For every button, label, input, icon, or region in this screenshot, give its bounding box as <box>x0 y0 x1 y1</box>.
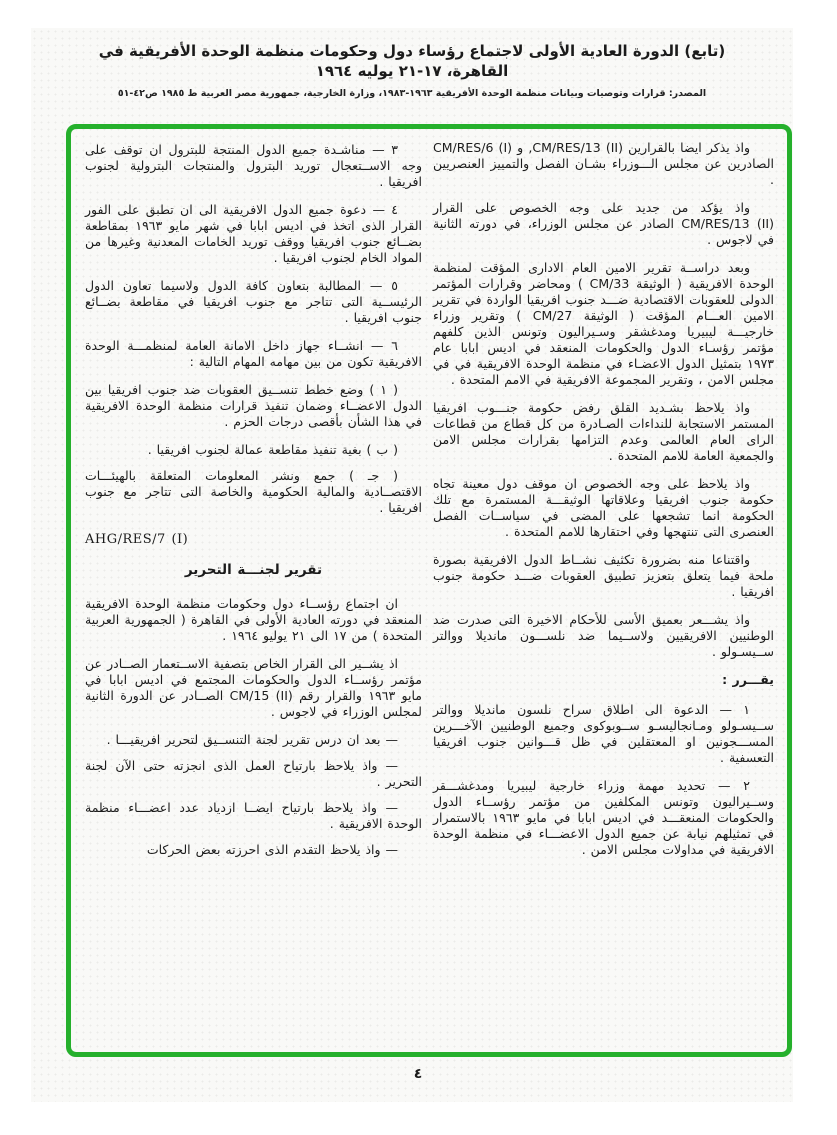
sub-item: ( ب ) بغية تنفيذ مقاطعة عمالة لجنوب افريقيا . <box>147 442 398 457</box>
decision-word: يقـــرر : <box>722 672 774 687</box>
paragraph: واذ يذكر ايضا بالقرارين ‎CM/RES/13 (II)‎, و ‎CM/RES/6 (I)‎ الصادرين عن مجلس الـــوزراء بشـان الفصل والتمييز العنصريين . <box>433 140 774 187</box>
paragraph: واذ يلاحظ على وجه الخصوص ان موقف دول معينة تجاه حكومة جنوب افريقيا وعلاقاتها الوثيقـــة المستمرة مع تلك الحكومة انما تشجعها على المضى في سياســات الفصل العنصرى التى تنتهجها وفي احتقارها للامم المتحدة . <box>433 476 774 539</box>
preamble-clause: — بعد ان درس تقرير لجنة التنســيق لتحرير افريقيـــا . <box>106 732 398 747</box>
preamble-clause: — واذ يلاحظ بارتياح العمل الذى انجزته حتى الآن لجنة التحرير . <box>85 758 422 789</box>
document-source-line: المصدر: قرارات وتوصيات وبيانات منظمة الوحدة الأفريقية ١٩٦٣-١٩٨٣، وزارة الخارجية، جمهورية مصر العربية ط ١٩٨٥ ص٤٢-٥١ <box>117 88 707 99</box>
paragraph: واذ يلاحظ بشـديد القلق رفض حكومة جنـــوب افريقيا المستمر الاستجابة للنداءات الصـادرة من كل قطاع من قطاعات الراى العام العالمى وعدم التزامها بقرارات مجلس الامن والجمعية العامة للامم المتحدة . <box>433 400 774 463</box>
resolution-item: ٤ — دعوة جميع الدول الافريقية الى ان تطبق على الفور القرار الذى اتخذ في اديس ابابا في شهر مايو ١٩٦٣ بمقاطعة بضــائع جنوب افريقيا ووقف توريد الخامات المعدنية وغيرها من المواد الخام لجنوب افريقيا . <box>85 202 422 265</box>
paragraph: وبعد دراســة تقرير الامين العام الادارى المؤقت لمنظمة الوحدة الافريقية ( الوثيقة ‎CM/33‎ ) ومحاضر وقرارات المؤتمر الدولى للعقوبات الاقتصادية ضـــد جنوب افريقيا الواردة في تقرير الامين العـــام المؤقت ( الوثيقة ‎CM/27‎ ) وتقرير وزراء خارجيـــة ليبيريا ومدغشقر وسـيراليون وتونس الذين كلفهم مؤتمر رؤسـاء الدول والحكومات المنعقد في اديس ابابا عام ١٩٧٣ بتمثيل الدول الاعضـاء في منظمة الوحدة الافريقية في في مجلس الامن ، وتقرير المجموعة الافريقية في الامم المتحدة . <box>433 260 774 387</box>
paragraph: واذ يشـــعر بعميق الأسى للأحكام الاخيرة التى صدرت ضد الوطنيين الافريقيين ولاســيما ضد نلســـون مانديلا ووالتر ســيسـولو . <box>433 612 774 659</box>
preamble-clause: — واذ يلاحظ التقدم الذى احرزته بعض الحركات <box>146 842 398 857</box>
paragraph: واقتناعا منه بضرورة تكثيف نشــاط الدول الافريقية بصورة ملحة فيما يتعلق بتعزيز تطبيق العقوبات ضـــد حكومة جنوب افريقيا . <box>433 552 774 599</box>
resolution-item: ٢ — تحديد مهمة وزراء خارجية ليبيريا ومدغشـــقر وســيراليون وتونس المكلفين من مؤتمر رؤســاء الدول والحكومات المنعقـــد في اديس ابابا في مايو ١٩٦٣ بالاستمرار في تمثيلهم نيابة عن جميع الدول الاعضـــاء في منظمة الوحدة الافريقية في مداولات مجلس الامن . <box>433 778 774 857</box>
sub-item: ( جـ ) جمع ونشر المعلومات المتعلقة بالهيئـــات الاقتصــادية والمالية الحكومية والخاصة التى تتاجر مع جنوب افريقيا . <box>85 468 422 515</box>
document-header <box>71 42 753 99</box>
preamble-clause: — واذ يلاحظ بارتياح ايضــا ازدياد عدد اعضـــاء منظمة الوحدة الافريقية . <box>85 800 422 831</box>
resolution-item: ٣ — مناشـدة جميع الدول المنتجة للبترول ان توقف على وجه الاســتعجال توريد البترول والمنتجات البترولية لجنوب افريقيا . <box>85 142 422 189</box>
paragraph: واذ يؤكد من جديد على وجه الخصوص على القرار ‎CM/RES/13 (II)‎ الصادر عن مجلس الوزراء، في دورته الثانية في لاجوس . <box>433 200 774 247</box>
resolution-item: ١ — الدعوة الى اطلاق سراح نلسون مانديلا ووالتر ســيسـولو ومـانجاليسـو ســوبوكوى وجميع الوطنيين الآخـــرين المســـجونين او المعتقلين في ظل قـــوانين جنوب افريقيا التعسفية . <box>433 702 774 765</box>
paragraph: اذ يشــير الى القرار الخاص بتصفية الاســتعمار الصــادر عن مؤتمر رؤســاء الدول والحكومات المجتمع في اديس ابابا في مايو ١٩٦٣ والقرار رقم ‎CM/15 (II)‎ الصــادر عن الدورة الثانية لمجلس الوزراء في لاجوس . <box>85 656 422 719</box>
document-title: (تابع) الدورة العادية الأولى لاجتماع رؤساء دول وحكومات منظمة الوحدة الأفريقية في القاهرة، ١٧-٢١ يوليه ١٩٦٤ <box>98 42 726 80</box>
column-right <box>433 140 774 870</box>
section-heading: تقرير لجنـــة التحرير <box>184 562 323 578</box>
resolution-code: AHG/RES/7 (I) <box>85 532 189 547</box>
paragraph: ان اجتماع رؤســاء دول وحكومات منظمة الوحدة الافريقية المنعقد في دورته العادية الأولى في القاهرة ( الجمهورية العربية المتحدة ) من ١٧ الى ٢١ يوليو ١٩٦٤ . <box>85 596 422 643</box>
sub-item: ( ١ ) وضع خطط تنســيق العقوبات ضد جنوب افريقيا بين الدول الاعضــاء وضمان تنفيذ قرارات منظمة الوحدة الافريقية في هذا الشأن بأقصى درجات الحزم . <box>85 382 422 429</box>
resolution-item: ٦ — انشــاء جهاز داخل الامانة العامة لمنظمـــة الوحدة الافريقية تكون من بين مهامه المهام التالية : <box>85 338 422 369</box>
resolution-item: ٥ — المطالبة بتعاون كافة الدول ولاسيما تعاون الدول الرئيســية التى تتاجر مع جنوب افريقيا في مقاطعة بضــائع جنوب افريقيا . <box>85 278 422 325</box>
page-number: ٤ <box>413 1066 423 1082</box>
column-left <box>85 142 422 868</box>
